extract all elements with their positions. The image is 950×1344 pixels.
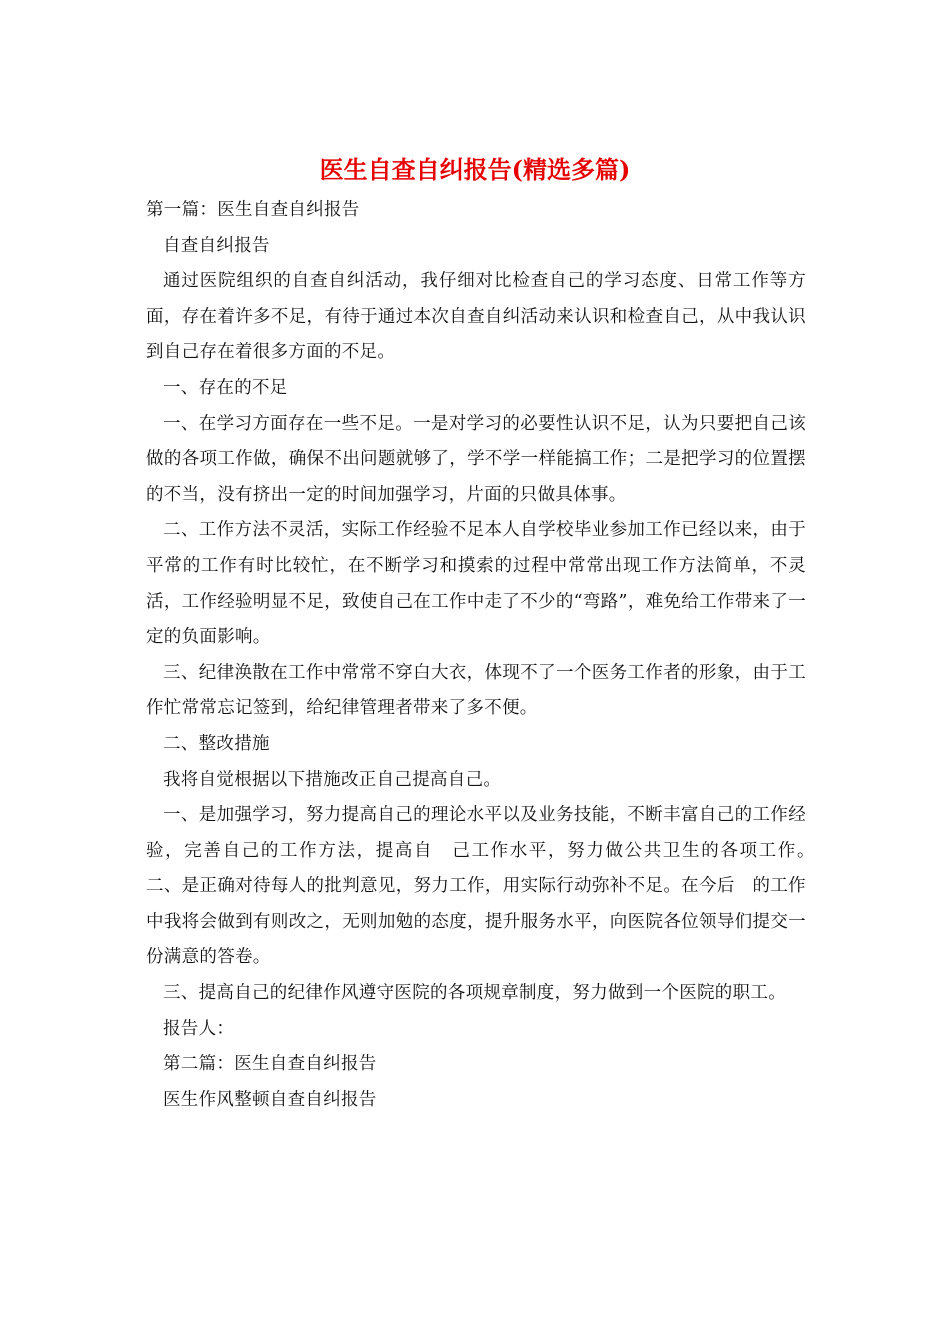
paragraph: 通过医院组织的自查自纠活动，我仔细对比检查自己的学习态度、日常工作等方面，存在着许多不足，有待于通过本次自查自纠活动来认识和检查自己，从中我认识到自己存在着很多方面的不足。: [146, 271, 806, 363]
section-heading: 二、整改措施: [163, 733, 270, 754]
paragraph: 第一篇：医生自查自纠报告: [146, 200, 360, 220]
paragraph: 我将自觉根据以下措施改正自己提高自己。: [163, 769, 502, 790]
section-heading: 第二篇：医生自查自纠报告: [163, 1054, 377, 1075]
paragraph: 自查自纠报告: [163, 235, 270, 256]
paragraph: 二、工作方法不灵活，实际工作经验不足本人自学校毕业参加工作已经以来，由于平常的工作有时比较忙，在不断学习和摸索的过程中常常出现工作方法简单，不灵活，工作经验明显不足，致使自己在工作中走了不少的“弯路”，难免给工作带来了一定的负面影响。: [146, 520, 806, 648]
paragraph: 医生作风整顿自查自纠报告: [163, 1089, 377, 1110]
reporter-line: 报告人：: [163, 1018, 235, 1039]
paragraph: 三、提高自己的纪律作风遵守医院的各项规章制度，努力做到一个医院的职工。: [163, 983, 786, 1004]
paragraph: 一、是加强学习，努力提高自己的理论水平以及业务技能，不断丰富自己的工作经验，完善自己的工作方法，提高自 己工作水平，努力做公共卫生的各项工作。 二、是正确对待每人的批判意见，努力工作，用实际行动弥补不足。在今后 的工作中我将会做到有则改之，无则加勉的态度，提升服务水平，向医院各位领导们提交一份满意的答卷。: [146, 805, 824, 968]
document-title: 医生自查自纠报告(精选多篇): [319, 155, 631, 184]
document-body: [146, 193, 824, 1118]
paragraph: 三、纪律涣散在工作中常常不穿白大衣，体现不了一个医务工作者的形象，由于工作忙常常忘记签到，给纪律管理者带来了多不便。: [146, 662, 806, 719]
section-heading: 一、存在的不足: [163, 377, 288, 398]
paragraph: 一、在学习方面存在一些不足。一是对学习的必要性认识不足，认为只要把自己该做的各项工作做，确保不出问题就够了，学不学一样能搞工作；二是把学习的位置摆的不当，没有挤出一定的时间加强学习，片面的只做具体事。: [146, 413, 806, 505]
